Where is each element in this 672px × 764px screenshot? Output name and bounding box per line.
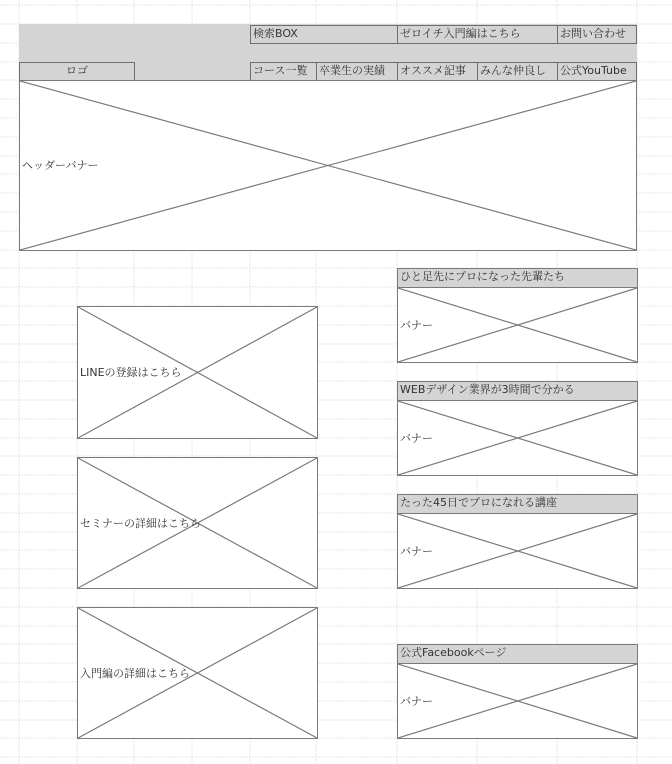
section-title-text: ひと足先にプロになった先輩たち xyxy=(400,270,565,283)
placeholder-x-icon xyxy=(398,288,637,362)
facebook-banner[interactable] xyxy=(397,663,638,739)
seniors-banner[interactable] xyxy=(397,287,638,363)
seminar-banner[interactable] xyxy=(77,457,318,589)
search-box[interactable] xyxy=(250,25,398,44)
nav-item-recommended[interactable] xyxy=(397,62,478,81)
banner-label: 入門編の詳細はこちら xyxy=(80,667,190,680)
header-banner[interactable] xyxy=(19,80,637,251)
banner-label: バナー xyxy=(400,545,433,558)
intro-course-label: ゼロイチ入門編はこちら xyxy=(400,27,521,40)
section-title-facebook xyxy=(397,644,638,664)
section-title-web-design xyxy=(397,381,638,401)
nav-label: 公式YouTube xyxy=(560,64,627,77)
web-design-banner[interactable] xyxy=(397,400,638,476)
banner-label: バナー xyxy=(400,695,433,708)
placeholder-x-icon xyxy=(398,514,637,588)
section-title-45days xyxy=(397,494,638,514)
nav-label: みんな仲良し xyxy=(480,64,546,77)
nav-item-course-list[interactable] xyxy=(250,62,317,81)
section-title-text: WEBデザイン業界が3時間で分かる xyxy=(400,383,575,396)
nav-label: オススメ記事 xyxy=(400,64,466,77)
search-box-label: 検索BOX xyxy=(253,27,298,40)
banner-label: バナー xyxy=(400,319,433,332)
contact-label: お問い合わせ xyxy=(560,27,626,40)
nav-label: コース一覧 xyxy=(253,64,308,77)
45days-course-banner[interactable] xyxy=(397,513,638,589)
section-title-text: 公式Facebookページ xyxy=(400,646,507,659)
placeholder-x-icon xyxy=(398,664,637,738)
placeholder-x-icon xyxy=(20,81,636,250)
nav-item-community[interactable] xyxy=(477,62,558,81)
banner-label: LINEの登録はこちら xyxy=(80,366,182,379)
banner-label: バナー xyxy=(400,432,433,445)
nav-label: 卒業生の実績 xyxy=(319,64,385,77)
section-title-text: たった45日でプロになれる講座 xyxy=(400,496,557,509)
header-banner-label: ヘッダーバナー xyxy=(22,159,99,172)
placeholder-x-icon xyxy=(398,401,637,475)
logo-label: ロゴ xyxy=(66,64,88,77)
contact-link[interactable] xyxy=(557,25,637,44)
logo[interactable] xyxy=(19,62,135,81)
intro-course-banner[interactable] xyxy=(77,607,318,739)
intro-course-link[interactable] xyxy=(397,25,558,44)
line-register-banner[interactable] xyxy=(77,306,318,439)
banner-label: セミナーの詳細はこちら xyxy=(80,517,201,530)
nav-item-youtube[interactable] xyxy=(557,62,637,81)
nav-item-graduates[interactable] xyxy=(316,62,398,81)
section-title-seniors xyxy=(397,268,638,288)
